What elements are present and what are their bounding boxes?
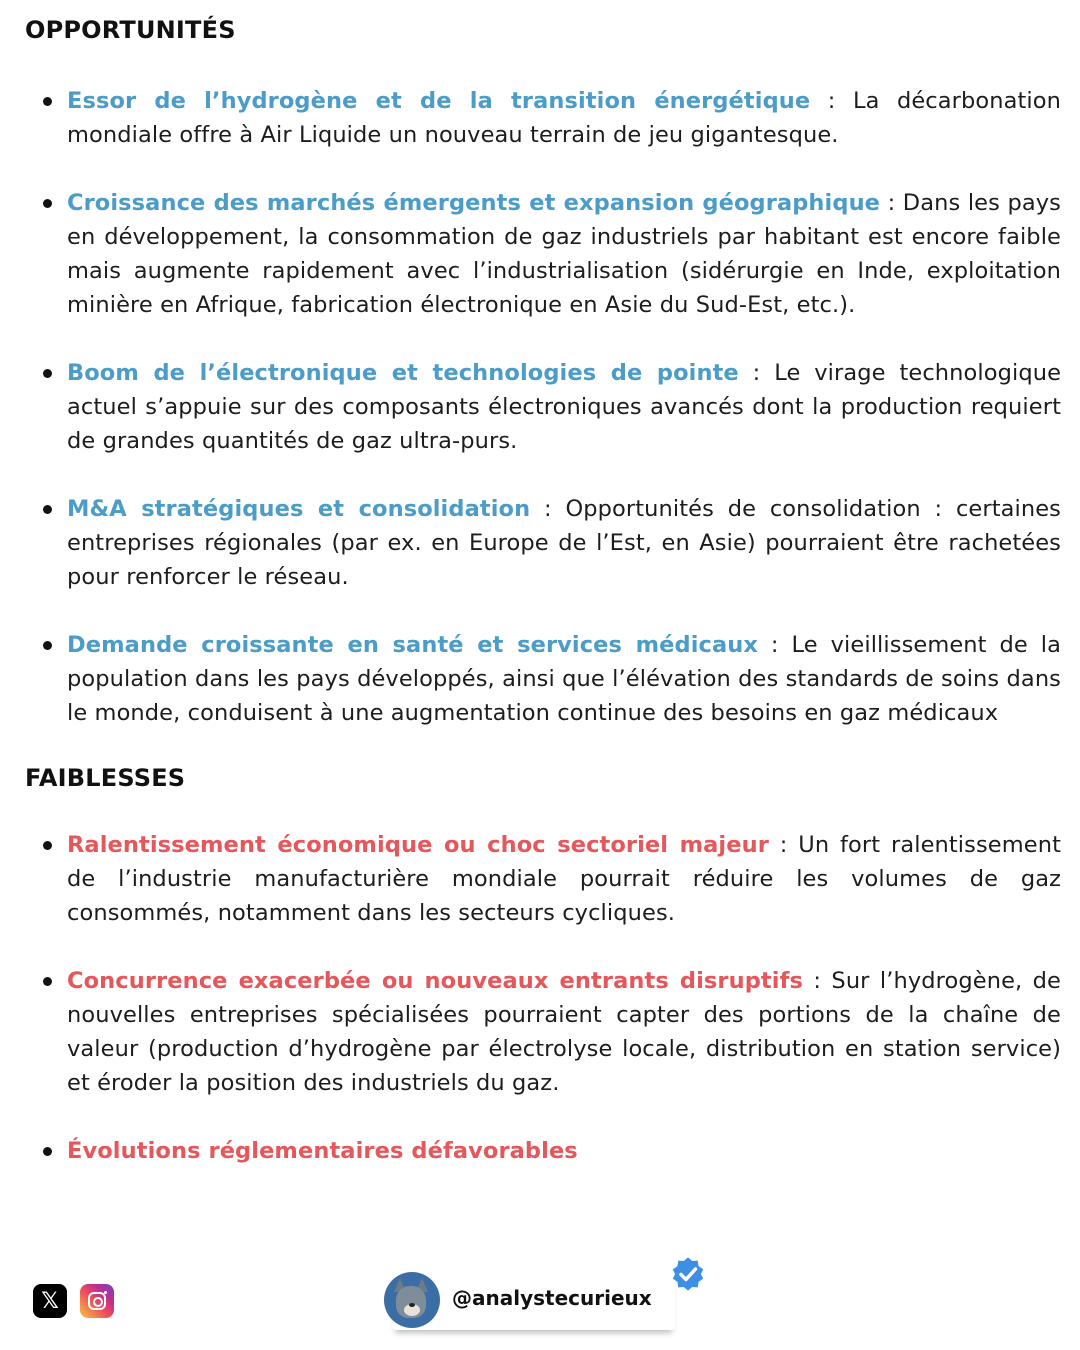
list-item: [25, 628, 1061, 730]
footer: [0, 1250, 1080, 1350]
x-logo-icon[interactable]: 𝕏: [33, 1284, 67, 1318]
weaknesses-heading: FAIBLESSES: [25, 764, 186, 792]
avatar-nose: [409, 1303, 415, 1307]
item-highlight: Évolutions réglementaires défavorables: [67, 1138, 578, 1164]
item-highlight: Demande croissante en santé et services médicaux: [67, 632, 758, 658]
item-highlight: Croissance des marchés émergents et expansion géographique: [67, 190, 881, 216]
instagram-icon[interactable]: [80, 1284, 114, 1318]
item-highlight: M&A stratégiques et consolidation: [67, 496, 531, 522]
item-text: : Dans les pays en développement, la consommation de gaz industriels par habitant est encore faible mais augmente rapidement avec l’industrialisation (sidérurgie en Inde, exploitation minière en Afrique, fabrication électronique en Asie du Sud-Est, etc.).: [67, 190, 1061, 318]
list-item: [25, 84, 1061, 152]
list-item: [25, 186, 1061, 322]
bullet-icon: [43, 841, 52, 850]
item-text: : Un fort ralentissement de l’industrie manufacturière mondiale pourrait réduire les volumes de gaz consommés, notamment dans les secteurs cycliques.: [67, 832, 1061, 926]
bullet-icon: [43, 641, 52, 650]
weaknesses-list: [25, 828, 1061, 1168]
instagram-dot: [104, 1291, 107, 1294]
opportunities-list: [25, 84, 1061, 730]
bullet-icon: [43, 505, 52, 514]
bullet-icon: [43, 199, 52, 208]
list-item: [25, 1134, 1061, 1168]
bullet-icon: [43, 977, 52, 986]
item-highlight: Ralentissement économique ou choc sectoriel majeur: [67, 832, 769, 858]
avatar: [384, 1272, 440, 1328]
item-highlight: Boom de l’électronique et technologies de pointe: [67, 360, 739, 386]
list-item: [25, 356, 1061, 458]
list-item: [25, 828, 1061, 930]
item-text: : Le vieillissement de la population dans les pays développés, ainsi que l’élévation des standards de soins dans le monde, conduisent à une augmentation continue des besoins en gaz médicaux: [67, 632, 1061, 726]
item-highlight: Concurrence exacerbée ou nouveaux entrants disruptifs: [67, 968, 803, 994]
bullet-icon: [43, 369, 52, 378]
item-text: : La décarbonation mondiale offre à Air Liquide un nouveau terrain de jeu gigantesque.: [67, 88, 1061, 148]
item-text: : Sur l’hydrogène, de nouvelles entreprises spécialisées pourraient capter des portions de la chaîne de valeur (production d’hydrogène par électrolyse locale, distribution en station service) et éroder la position des industriels du gaz.: [67, 968, 1061, 1096]
verified-badge-icon: [668, 1254, 708, 1294]
list-item: [25, 492, 1061, 594]
opportunities-heading: OPPORTUNITÉS: [25, 16, 236, 44]
instagram-lens: [93, 1297, 103, 1307]
document-body: [25, 16, 1061, 1202]
item-highlight: Essor de l’hydrogène et de la transition énergétique: [67, 88, 811, 114]
list-item: [25, 964, 1061, 1100]
item-text: : Le virage technologique actuel s’appuie sur des composants électroniques avancés dont la production requiert de grandes quantités de gaz ultra-purs.: [67, 360, 1062, 454]
bullet-icon: [43, 1147, 52, 1156]
item-text: : Opportunités de consolidation : certaines entreprises régionales (par ex. en Europe de l’Est, en Asie) pourraient être rachetées pour renforcer le réseau.: [67, 496, 1061, 590]
bullet-icon: [43, 97, 52, 106]
account-handle[interactable]: @analystecurieux: [452, 1286, 652, 1310]
